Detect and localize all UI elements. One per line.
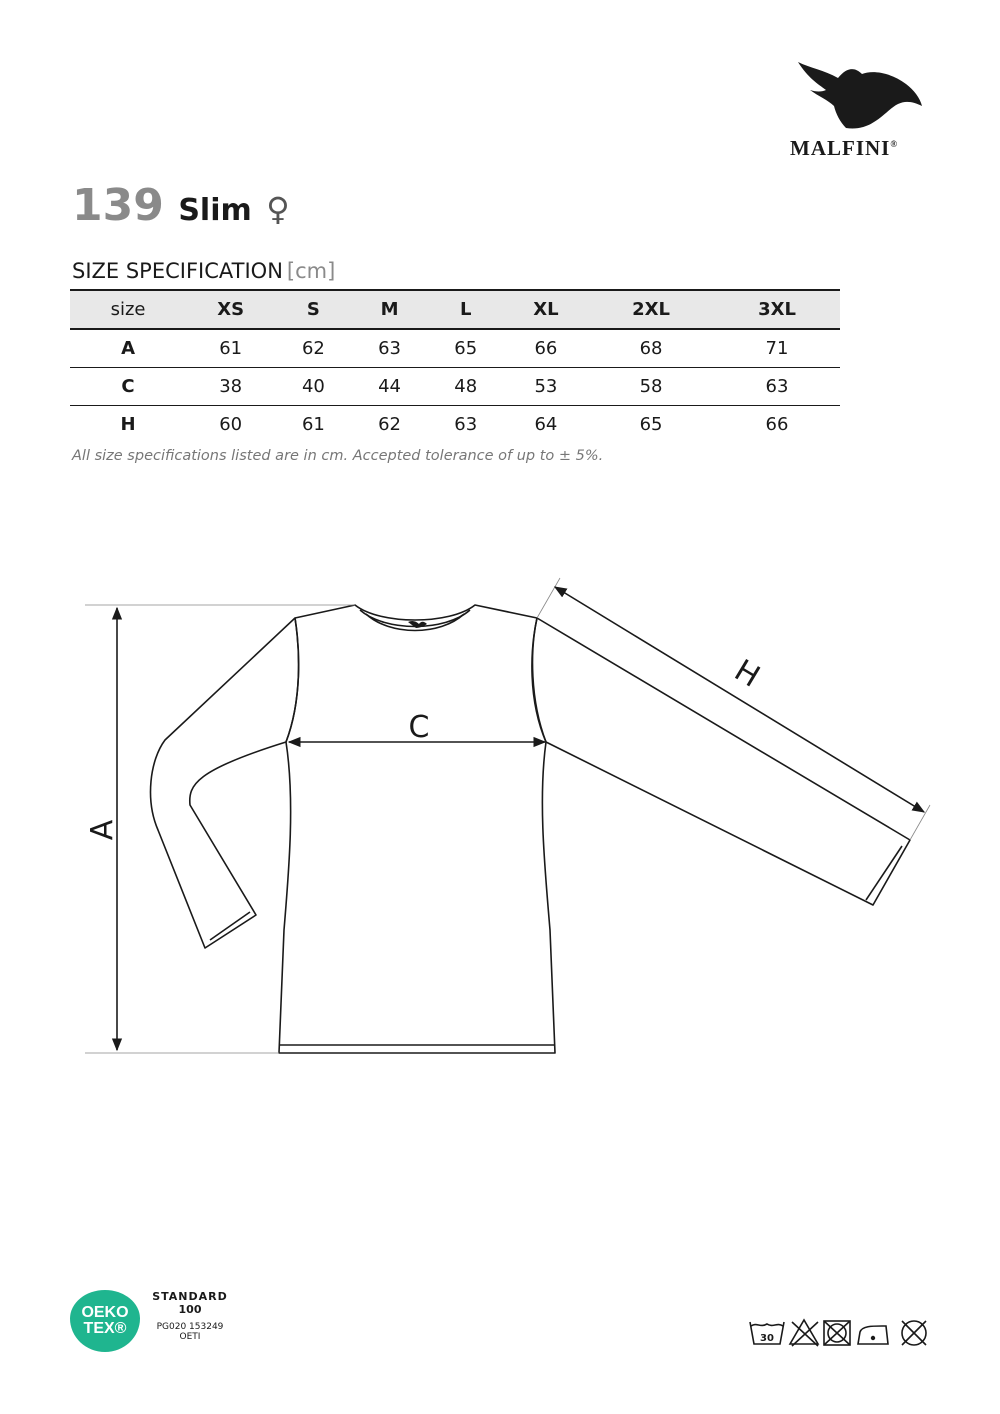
female-icon: ♀ <box>266 190 290 228</box>
spec-heading <box>72 259 335 283</box>
certificate-code: PG020 153249 <box>156 1322 224 1332</box>
standard-number: 100 <box>178 1303 202 1316</box>
table-cell: 63 <box>765 376 789 397</box>
table-cell: 61 <box>219 338 243 359</box>
oeko-tex-badge <box>70 1290 140 1352</box>
column-header: L <box>459 299 472 320</box>
eagle-icon <box>790 56 940 136</box>
no-tumble-dry-icon <box>824 1321 850 1345</box>
table-cell: 66 <box>534 338 558 359</box>
certificate-institute: OETI <box>179 1332 201 1342</box>
column-header: 3XL <box>758 299 796 320</box>
table-cell: 48 <box>454 376 478 397</box>
oeko-line2: TEX® <box>83 1320 127 1337</box>
oeko-line1: OEKO <box>81 1304 129 1321</box>
table-cell: 61 <box>301 414 325 435</box>
product-title <box>72 180 290 240</box>
dimension-c-label: C <box>408 710 430 745</box>
table-cell: 40 <box>301 376 325 397</box>
standard-info <box>145 1290 235 1342</box>
dimension-h-label: H <box>728 653 766 695</box>
column-header: XL <box>533 299 559 320</box>
table-cell: 44 <box>378 376 401 397</box>
dimension-a-label: A <box>85 819 120 841</box>
table-cell: 65 <box>639 414 663 435</box>
iron-low-icon <box>858 1326 888 1344</box>
model-variant: Slim <box>178 193 252 228</box>
table-cell: 60 <box>219 414 243 435</box>
brand-logo <box>790 56 940 166</box>
spec-unit: [cm] <box>286 259 336 283</box>
row-label: A <box>121 338 135 359</box>
table-cell: 53 <box>534 376 558 397</box>
wash-temperature: 30 <box>760 1333 774 1344</box>
dimension-h-guides <box>537 578 930 840</box>
dimension-h-arrow <box>555 587 924 812</box>
table-cell: 62 <box>301 338 325 359</box>
table-row <box>70 368 840 406</box>
table-cell: 68 <box>639 338 663 359</box>
table-cell: 65 <box>454 338 478 359</box>
column-header: size <box>110 299 146 320</box>
table-cell: 64 <box>534 414 558 435</box>
row-label: H <box>120 414 136 435</box>
table-row <box>70 406 840 444</box>
column-header: XS <box>217 299 245 320</box>
column-header: M <box>380 299 399 320</box>
long-sleeve-shirt-outline <box>151 605 910 1053</box>
no-dry-clean-icon <box>902 1321 926 1345</box>
table-cell: 63 <box>378 338 401 359</box>
no-bleach-icon <box>790 1320 818 1346</box>
column-header: S <box>306 299 320 320</box>
table-cell: 62 <box>378 414 401 435</box>
table-row <box>70 329 840 368</box>
table-cell: 58 <box>639 376 663 397</box>
table-cell: 63 <box>454 414 478 435</box>
tolerance-note: All size specifications listed are in cm. Accepted tolerance of up to ± 5%. <box>72 448 604 464</box>
brand-wordmark: MALFINI® <box>790 136 899 160</box>
table-header-row <box>70 290 840 329</box>
spec-heading-text: SIZE SPECIFICATION <box>72 259 283 283</box>
table-cell: 38 <box>219 376 243 397</box>
garment-diagram <box>0 560 1000 1080</box>
size-table <box>70 289 840 443</box>
care-symbols <box>748 1316 934 1350</box>
row-label: C <box>121 376 135 397</box>
dimension-a-guides <box>85 605 355 1053</box>
column-header: 2XL <box>632 299 670 320</box>
table-cell: 66 <box>765 414 789 435</box>
model-number: 139 <box>72 180 164 231</box>
table-cell: 71 <box>765 338 789 359</box>
standard-label: STANDARD <box>152 1290 228 1303</box>
